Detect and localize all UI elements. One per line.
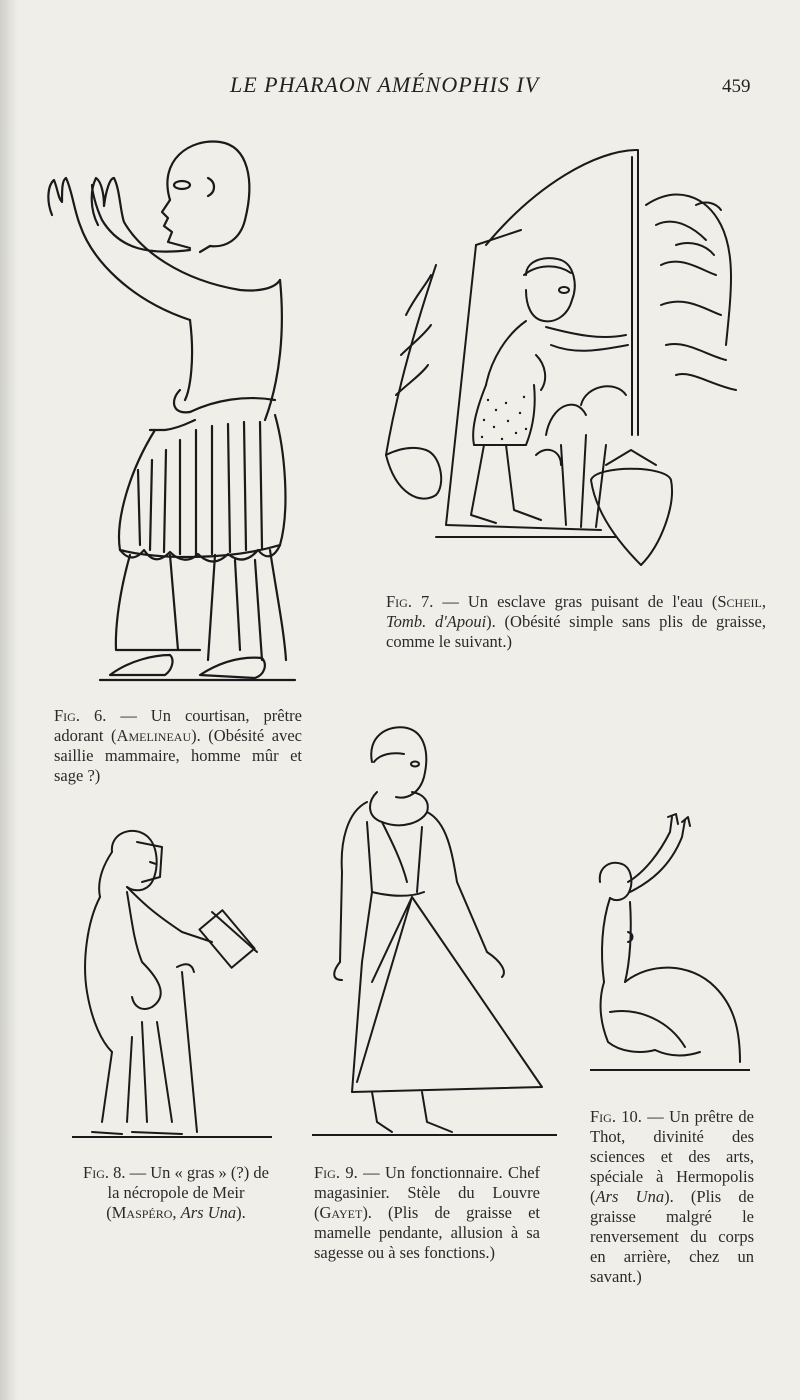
fig8-caption-text: — Un « gras » (?) de la nécropole de Meir ( bbox=[106, 1163, 269, 1222]
fig7-caption: Fig. 7. — Un esclave gras puisant de l'eau (Scheil, Tomb. d'Apoui). (Obésité simple sans plis de graisse, comme le suivant.) bbox=[386, 592, 767, 651]
fig9-caption bbox=[314, 1163, 540, 1263]
fig6-caption-text: — Un courtisan, prêtre adorant ( bbox=[54, 706, 302, 745]
fig6-author: Amelineau bbox=[116, 726, 192, 745]
fig8-label: Fig. 8. bbox=[83, 1163, 126, 1182]
fig7-author: Scheil bbox=[717, 592, 762, 611]
running-title: LE PHARAON AMÉNOPHIS IV bbox=[230, 72, 540, 97]
fig8-caption: Fig. 8. — Un « gras » (?) de la nécropole de Meir (Maspéro, Ars Una). bbox=[83, 1163, 269, 1222]
fig8-author: Maspéro bbox=[111, 1203, 173, 1222]
fig7-illustration bbox=[376, 145, 756, 575]
fig7-caption-text: — Un esclave gras puisant de l'eau ( bbox=[442, 592, 718, 611]
fig8-source: Ars Una bbox=[180, 1203, 237, 1222]
fig9-caption-rest: ). (Plis de graisse et mamelle pendante, allusion à sa sagesse ou à ses fonctions.) bbox=[314, 1203, 540, 1262]
fig7-label: Fig. 7. bbox=[386, 592, 434, 611]
fig7-caption-rest: ). (Obésité simple sans plis de graisse, comme le suivant.) bbox=[386, 612, 766, 651]
fig6-illustration bbox=[40, 130, 310, 690]
page-gutter-shadow bbox=[0, 0, 18, 1400]
fig10-caption bbox=[590, 1107, 754, 1287]
fig10-caption-text: — Un prêtre de Thot, divinité des sciences et des arts, spéciale à Hermopolis ( bbox=[590, 1107, 755, 1206]
fig9-label: Fig. 9. bbox=[314, 1163, 358, 1182]
fig6-caption-rest: ). (Obésité avec saillie mammaire, homme mûr et sage ?) bbox=[54, 726, 302, 785]
fig10-source: Ars Una bbox=[595, 1187, 665, 1206]
fig10-illustration bbox=[590, 812, 750, 1072]
fig9-caption-text: — Un fonctionnaire. Chef magasinier. Stèle du Louvre ( bbox=[314, 1163, 541, 1222]
fig10-caption-rest: ). (Plis de graisse malgré le renversement du corps en arrière, chez un savant.) bbox=[590, 1187, 754, 1286]
fig9-illustration bbox=[312, 722, 557, 1142]
fig6-label: Fig. 6. bbox=[54, 706, 107, 725]
fig8-caption-rest: ). bbox=[236, 1203, 246, 1222]
page-number: 459 bbox=[722, 76, 751, 97]
fig8-illustration bbox=[72, 822, 272, 1142]
fig9-author: Gayet bbox=[319, 1203, 363, 1222]
fig10-label: Fig. 10. bbox=[590, 1107, 642, 1126]
fig6-caption bbox=[54, 706, 302, 786]
fig7-source: Tomb. d'Apoui bbox=[386, 612, 487, 631]
